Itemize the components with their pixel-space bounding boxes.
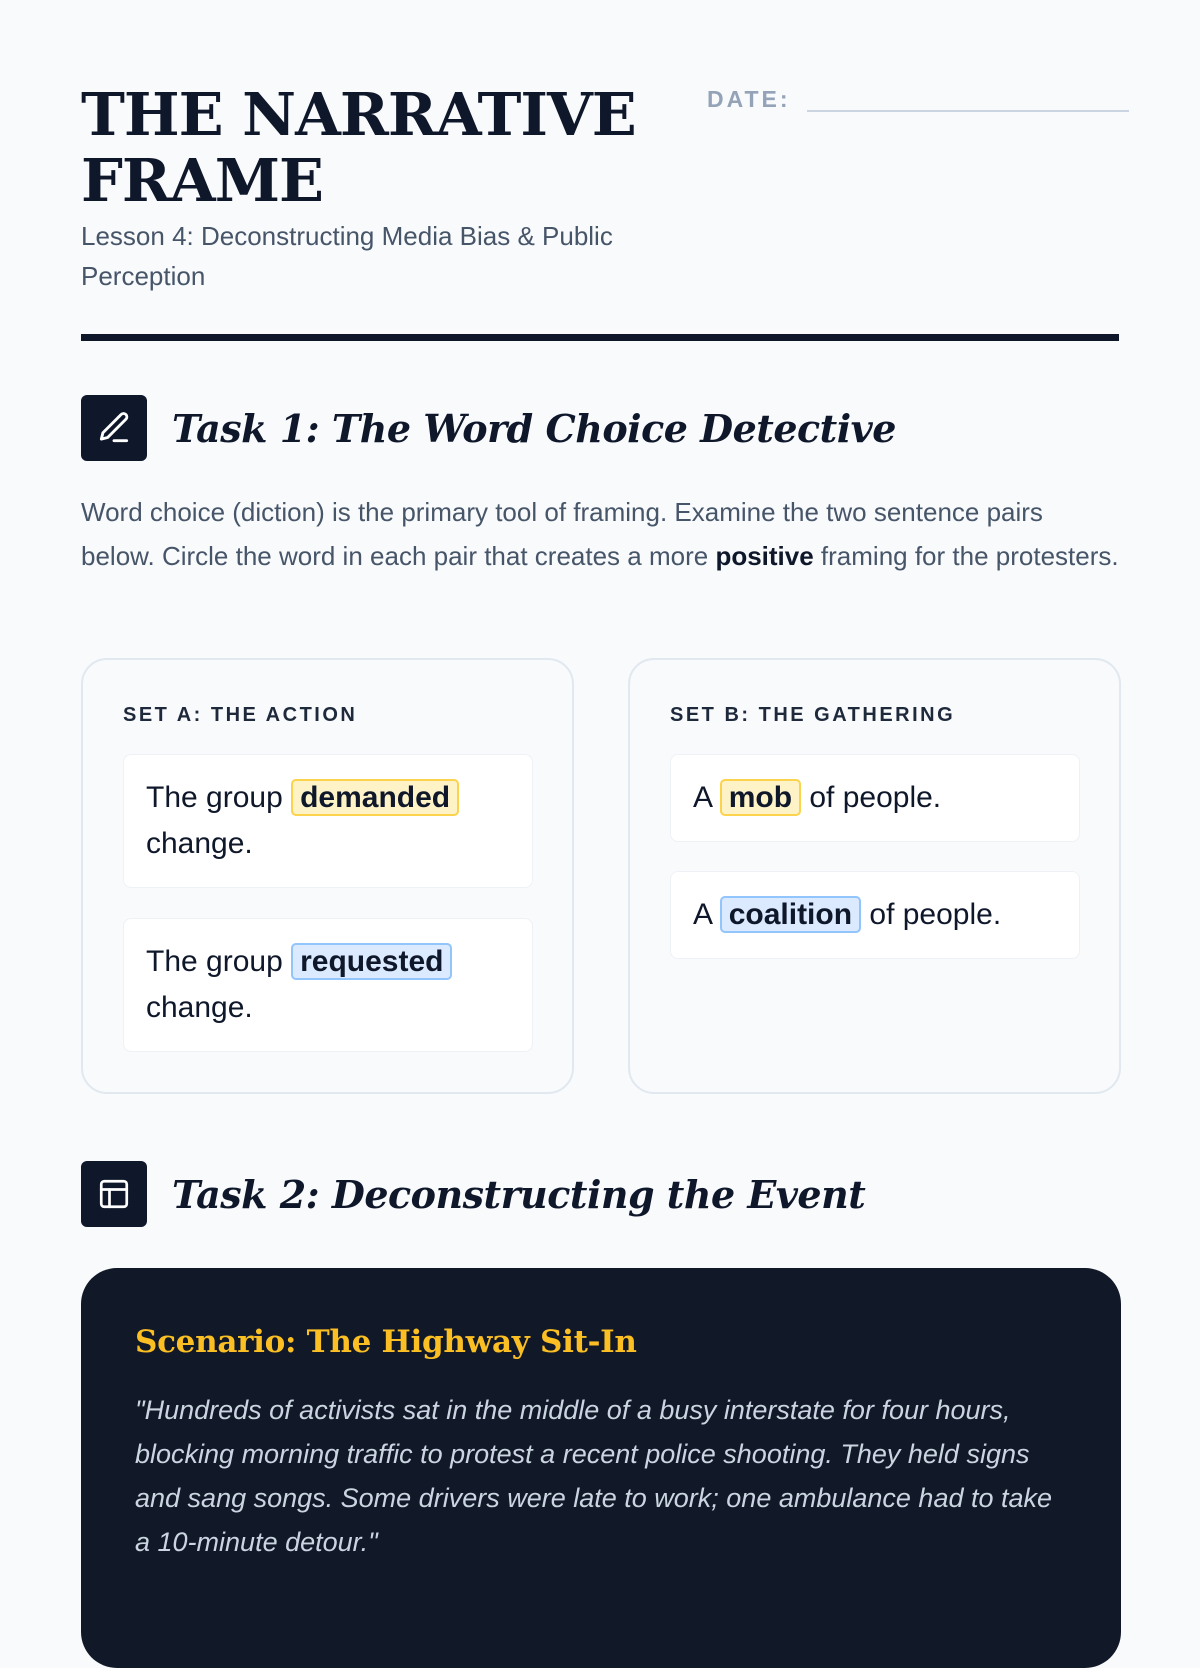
sentence-text: change. (146, 991, 253, 1024)
sentence-text: A (693, 781, 720, 814)
task1-heading (81, 395, 896, 461)
scenario-quote: "Hundreds of activists sat in the middle of a busy interstate for four hours, blocking morning traffic to protest a recent police shooting. They held signs and sang songs. Some drivers were late to work; one ambulance had to take a 10-minute detour." (135, 1395, 1053, 1557)
sentence-text: change. (146, 827, 253, 860)
pencil-icon (81, 395, 147, 461)
word-choice-demanded[interactable]: demanded (291, 779, 459, 816)
set-b-label: SET B: THE GATHERING (670, 704, 956, 726)
header-divider (81, 334, 1119, 341)
intro-text-end: framing for the protesters. (813, 541, 1119, 571)
date-label: DATE: (707, 86, 791, 112)
date-write-line[interactable] (807, 110, 1129, 112)
task1-title: Task 1: The Word Choice Detective (172, 405, 896, 451)
intro-emphasis: positive (715, 541, 814, 571)
sentence-text: A (693, 898, 720, 931)
set-a-sentence-2 (123, 918, 533, 1052)
worksheet-header (81, 0, 1119, 342)
set-b-card (628, 658, 1121, 1094)
sentence-text: The group (146, 945, 292, 978)
set-a-card (81, 658, 574, 1094)
set-b-sentence-2 (670, 871, 1080, 959)
page-title: THE NARRATIVE FRAME (81, 80, 636, 215)
sentence-text: The group (146, 781, 292, 814)
set-a-label: SET A: THE ACTION (123, 704, 358, 726)
layout-icon (81, 1161, 147, 1227)
task2-title: Task 2: Deconstructing the Event (172, 1171, 866, 1217)
scenario-card (81, 1268, 1121, 1668)
scenario-title: Scenario: The Highway Sit-In (135, 1324, 637, 1360)
lesson-subtitle: Lesson 4: Deconstructing Media Bias & Public Perception (81, 221, 613, 291)
sentence-text: of people. (801, 781, 942, 814)
date-field (707, 86, 1129, 113)
task2-heading (81, 1161, 865, 1227)
set-b-sentence-1 (670, 754, 1080, 842)
intro-text-start: Word choice (diction) is the primary tool of framing. Examine the two sentence pairs below. Circle the word in each pair that creates a more (81, 497, 1043, 571)
word-choice-requested[interactable]: requested (291, 943, 452, 980)
sentence-text: of people. (861, 898, 1002, 931)
word-choice-coalition[interactable]: coalition (720, 896, 861, 933)
task1-instructions (81, 490, 1121, 578)
set-a-sentence-1 (123, 754, 533, 888)
word-choice-mob[interactable]: mob (720, 779, 801, 816)
